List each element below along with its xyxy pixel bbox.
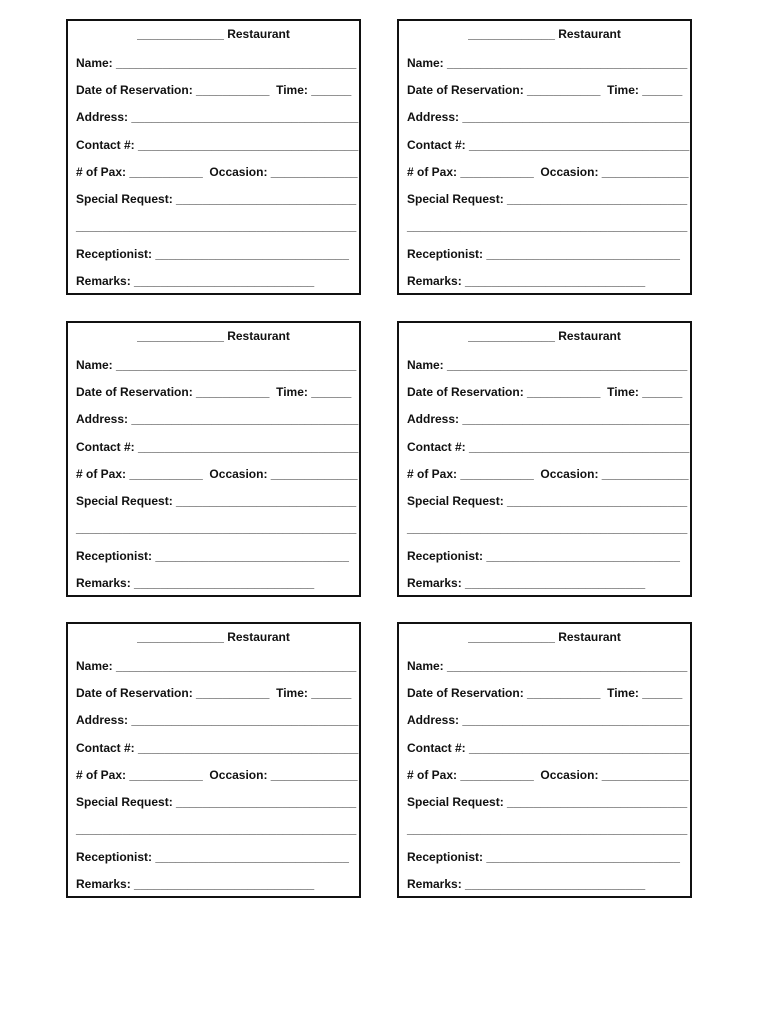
- receptionist-field: Receptionist: _____________________________: [76, 549, 349, 563]
- receptionist-field: Receptionist: _____________________________: [76, 247, 349, 261]
- remarks-field: Remarks: ___________________________: [76, 274, 315, 288]
- receptionist-field: Receptionist: _____________________________: [76, 850, 349, 864]
- receptionist-field: Receptionist: _____________________________: [407, 549, 680, 563]
- date-time-field: Date of Reservation: ___________ Time: ______: [407, 83, 683, 97]
- name-field: Name: ____________________________________: [76, 659, 357, 673]
- blank-line: __________________________________________: [407, 521, 688, 535]
- special-request-field: Special Request: ___________________________: [407, 192, 688, 206]
- reservation-card: [66, 19, 361, 295]
- remarks-field: Remarks: ___________________________: [407, 274, 646, 288]
- reservation-card: [397, 19, 692, 295]
- contact-field: Contact #: _________________________________: [407, 138, 690, 152]
- pax-occasion-field: # of Pax: ___________ Occasion: _____________: [407, 165, 689, 179]
- remarks-field: Remarks: ___________________________: [76, 877, 315, 891]
- restaurant-title: _____________ Restaurant: [137, 329, 290, 343]
- date-time-field: Date of Reservation: ___________ Time: ______: [76, 686, 352, 700]
- special-request-field: Special Request: ___________________________: [76, 192, 357, 206]
- contact-field: Contact #: _________________________________: [76, 138, 359, 152]
- reservation-card: [66, 622, 361, 898]
- receptionist-field: Receptionist: _____________________________: [407, 850, 680, 864]
- pax-occasion-field: # of Pax: ___________ Occasion: _____________: [76, 768, 358, 782]
- remarks-field: Remarks: ___________________________: [76, 576, 315, 590]
- blank-line: __________________________________________: [407, 219, 688, 233]
- special-request-field: Special Request: ___________________________: [76, 494, 357, 508]
- date-time-field: Date of Reservation: ___________ Time: ______: [407, 385, 683, 399]
- pax-occasion-field: # of Pax: ___________ Occasion: _____________: [76, 165, 358, 179]
- pax-occasion-field: # of Pax: ___________ Occasion: _____________: [407, 467, 689, 481]
- address-field: Address: __________________________________: [407, 110, 690, 124]
- reservation-card: [66, 321, 361, 597]
- date-time-field: Date of Reservation: ___________ Time: ______: [76, 83, 352, 97]
- special-request-field: Special Request: ___________________________: [407, 494, 688, 508]
- special-request-field: Special Request: ___________________________: [407, 795, 688, 809]
- reservation-card: [397, 622, 692, 898]
- address-field: Address: __________________________________: [76, 713, 359, 727]
- name-field: Name: ____________________________________: [407, 56, 688, 70]
- remarks-field: Remarks: ___________________________: [407, 877, 646, 891]
- restaurant-title: _____________ Restaurant: [468, 27, 621, 41]
- name-field: Name: ____________________________________: [76, 358, 357, 372]
- receptionist-field: Receptionist: _____________________________: [407, 247, 680, 261]
- address-field: Address: __________________________________: [76, 110, 359, 124]
- restaurant-title: _____________ Restaurant: [468, 329, 621, 343]
- address-field: Address: __________________________________: [407, 412, 690, 426]
- contact-field: Contact #: _________________________________: [407, 741, 690, 755]
- pax-occasion-field: # of Pax: ___________ Occasion: _____________: [407, 768, 689, 782]
- remarks-field: Remarks: ___________________________: [407, 576, 646, 590]
- name-field: Name: ____________________________________: [407, 358, 688, 372]
- contact-field: Contact #: _________________________________: [76, 440, 359, 454]
- reservation-card: [397, 321, 692, 597]
- name-field: Name: ____________________________________: [407, 659, 688, 673]
- pax-occasion-field: # of Pax: ___________ Occasion: _____________: [76, 467, 358, 481]
- date-time-field: Date of Reservation: ___________ Time: ______: [407, 686, 683, 700]
- contact-field: Contact #: _________________________________: [76, 741, 359, 755]
- contact-field: Contact #: _________________________________: [407, 440, 690, 454]
- date-time-field: Date of Reservation: ___________ Time: ______: [76, 385, 352, 399]
- blank-line: __________________________________________: [76, 219, 357, 233]
- name-field: Name: ____________________________________: [76, 56, 357, 70]
- special-request-field: Special Request: ___________________________: [76, 795, 357, 809]
- blank-line: __________________________________________: [76, 521, 357, 535]
- restaurant-title: _____________ Restaurant: [137, 27, 290, 41]
- address-field: Address: __________________________________: [76, 412, 359, 426]
- address-field: Address: __________________________________: [407, 713, 690, 727]
- restaurant-title: _____________ Restaurant: [137, 630, 290, 644]
- blank-line: __________________________________________: [407, 822, 688, 836]
- restaurant-title: _____________ Restaurant: [468, 630, 621, 644]
- blank-line: __________________________________________: [76, 822, 357, 836]
